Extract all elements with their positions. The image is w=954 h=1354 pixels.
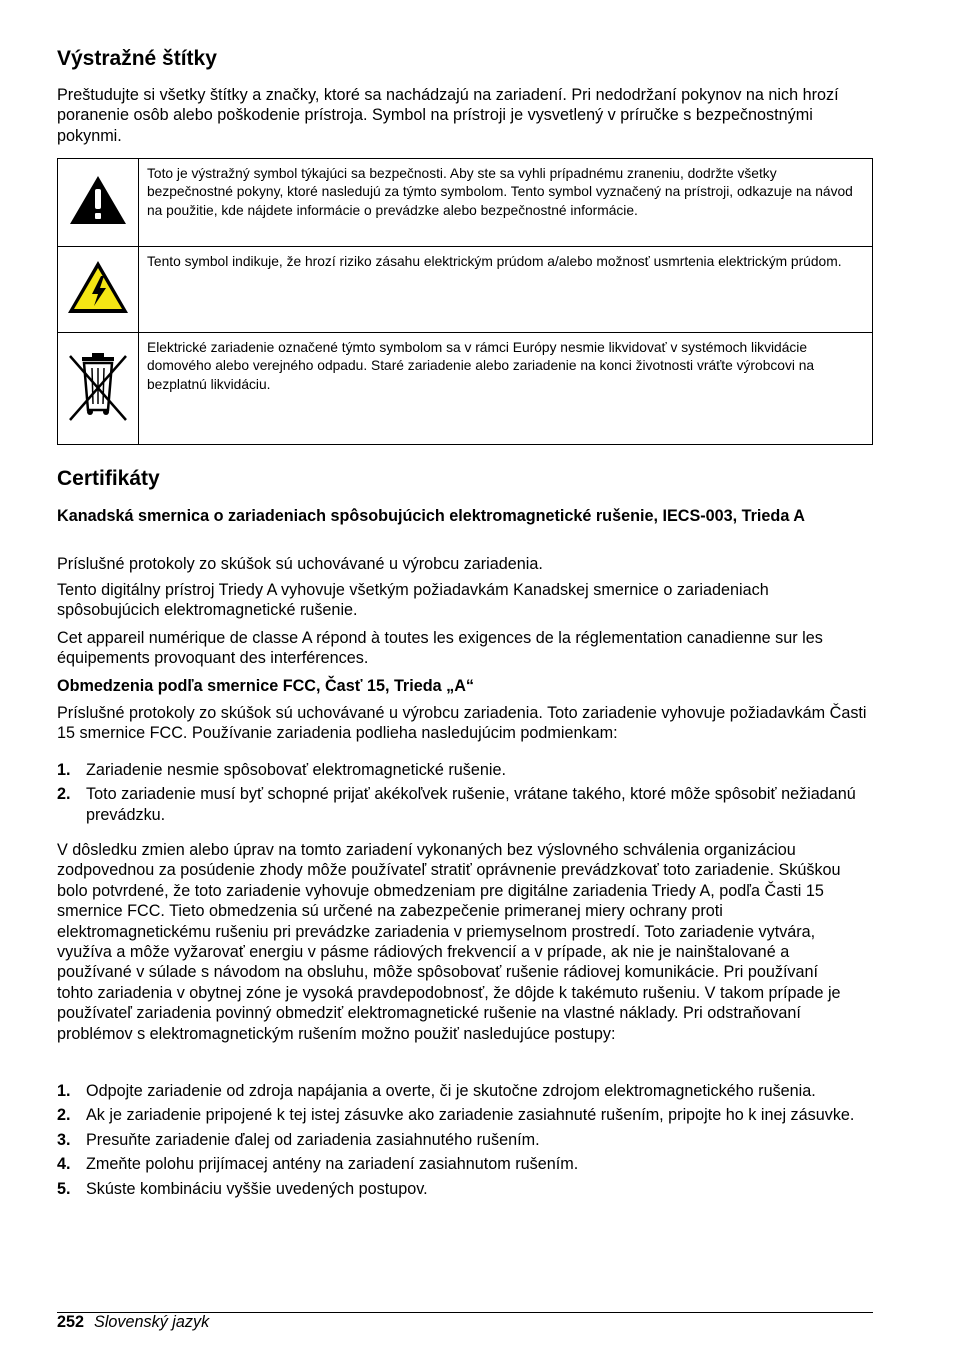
icon-cell [58,247,139,333]
list-item [57,1179,873,1199]
section-title-warning-labels: Výstražné štítky [57,47,217,70]
footer-language: Slovenský jazyk [94,1313,210,1331]
list-text: Toto zariadenie musí byť schopné prijať akékoľvek rušenie, vrátane takého, ktoré môže spôsobiť nežiadanú prevádzku. [86,785,856,824]
warning-triangle-icon [68,174,128,226]
electric-shock-description: Tento symbol indikuje, že hrozí riziko zásahu elektrickým prúdom a/alebo možnosť usmrtenia elektrickým prúdom. [139,247,873,333]
table-row [58,333,873,445]
fcc-heading: Obmedzenia podľa smernice FCC, Časť 15, Trieda „A“ [57,677,475,695]
warning-labels-intro: Preštudujte si všetky štítky a značky, ktoré sa nachádzajú na zariadení. Pri nedodržaní pokynov na nich hrozí poranenie osôb alebo poškodenie prístroja. Symbol na prístroji je vysvetlený v príručke s bezpečnostnými pokynmi. [57,86,839,145]
fcc-conditions-list [57,760,873,825]
interference-steps-list [57,1081,873,1199]
warning-labels-table [57,158,873,445]
table-row [58,159,873,247]
list-item [57,760,873,780]
list-number: 1. [57,761,71,779]
list-item [57,1081,873,1101]
canada-paragraph-1: Príslušné protokoly zo skúšok sú uchovávané u výrobcu zariadenia. [57,555,543,573]
icon-cell [58,333,139,445]
list-number: 2. [57,785,71,804]
list-text: Zariadenie nesmie spôsobovať elektromagnetické rušenie. [86,761,506,779]
fcc-paragraph-1: Príslušné protokoly zo skúšok sú uchovávané u výrobcu zariadenia. Toto zariadenie vyhovuje požiadavkám Časti 15 smernice FCC. Používanie zariadenia podlieha nasledujúcim podmienkam: [57,704,867,743]
list-item [57,1130,873,1150]
canada-paragraph-3: Cet appareil numérique de classe A répond à toutes les exigences de la réglementation canadienne sur les équipements provoquant des interférences. [57,629,823,668]
list-text: Zmeňte polohu prijímacej antény na zariadení zasiahnutom rušením. [86,1155,579,1174]
list-text: Ak je zariadenie pripojené k tej istej zásuvke ako zariadenie zasiahnuté rušením, pripojte ho k inej zásuvke. [86,1106,855,1125]
list-number: 3. [57,1130,71,1149]
section-title-certificates: Certifikáty [57,467,160,490]
table-row [58,247,873,333]
list-text: Odpojte zariadenie od zdroja napájania a overte, či je skutočne zdrojom elektromagnetického rušenia. [86,1082,816,1100]
disposal-symbol-description: Elektrické zariadenie označené týmto symbolom sa v rámci Európy nesmie likvidovať v systémoch likvidácie domového alebo verejného odpadu. Staré zariadenie alebo zariadenie na konci životnosti vráťte výrobcovi na bezplatnú likvidáciu. [139,333,873,445]
canada-heading: Kanadská smernica o zariadeniach spôsobujúcich elektromagnetické rušenie, IECS-003, Trieda A [57,507,805,525]
list-item [57,784,873,825]
list-number: 2. [57,1106,71,1125]
list-number: 1. [57,1082,71,1100]
page-number: 252 [57,1313,85,1331]
icon-cell [58,159,139,247]
canada-paragraph-2: Tento digitálny prístroj Triedy A vyhovuje všetkým požiadavkám Kanadskej smernice o zariadeniach spôsobujúcich elektromagnetické rušenie. [57,581,769,620]
list-item [57,1154,873,1174]
fcc-paragraph-2: V dôsledku zmien alebo úprav na tomto zariadení vykonaných bez výslovného schválenia organizáciou zodpovednou za posúdenie zhody môže používateľ stratiť oprávnenie prevádzkovať toto zariadenie. Skúškou bolo potvrdené, že toto zariadenie vyhovuje obmedzeniam pre digitálne zariadenia Triedy A, podľa Časti 15 smernice FCC. Tieto obmedzenia sú určené na zabezpečenie primeranej miery ochrany proti elektromagnetickému rušeniu pri prevádzke zariadenia v priemyselnom prostredí. Toto zariadenie vytvára, využíva a môže vyžarovať energiu v pásme rádiových frekvencií a v prípade, ak nie je nainštalované a používané v súlade s návodom na obsluhu, môže spôsobovať rušenie rádiovej komunikácie. Pri používaní tohto zariadenia v obytnej zóne je vysoká pravdepodobnosť, že dôjde k takémuto rušeniu. V takom prípade je používateľ zariadenia povinný obmedziť elektromagnetické rušenie na vlastné náklady. Pri odstraňovaní problémov s elektromagnetickým rušením možno použiť nasledujúce postupy: [57,841,841,1043]
list-number: 5. [57,1179,71,1198]
page-footer [57,1312,209,1332]
list-number: 4. [57,1155,71,1174]
list-text: Presuňte zariadenie ďalej od zariadenia zasiahnutého rušením. [86,1130,540,1149]
crossed-bin-icon [66,350,130,422]
list-item [57,1105,886,1125]
list-text: Skúste kombináciu vyššie uvedených postupov. [86,1179,428,1198]
electric-shock-icon [65,258,131,316]
warning-symbol-description: Toto je výstražný symbol týkajúci sa bezpečnosti. Aby ste sa vyhli prípadnému zraneniu, dodržte všetky bezpečnostné pokyny, ktoré nasledujú za týmto symbolom. Tento symbol vyznačený na prístroji, odkazuje na návod na použitie, kde nájdete informácie o prevádzke alebo bezpečnostné informácie. [139,159,873,247]
